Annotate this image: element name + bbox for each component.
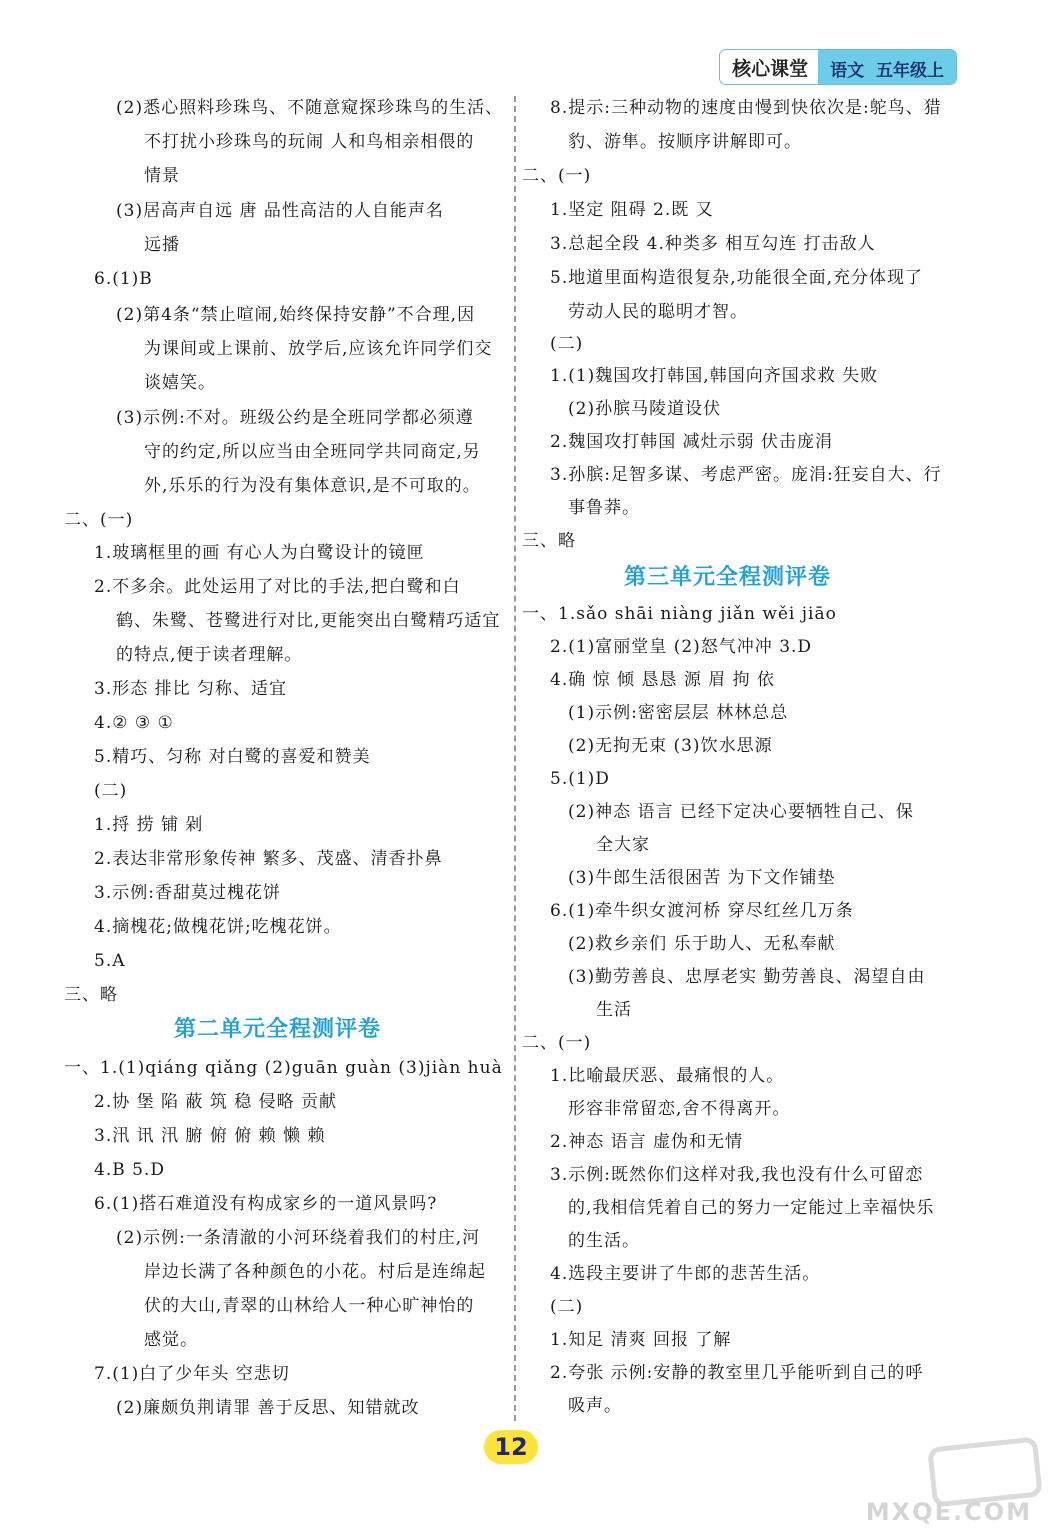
- answer-line: 1.(1)魏国攻打韩国,韩国向齐国求救 失败: [550, 366, 879, 386]
- answer-line: 3.示例:既然你们这样对我,我也没有什么可留恋: [550, 1165, 924, 1185]
- answer-line: 形容非常留恋,舍不得离开。: [568, 1099, 791, 1119]
- section-heading: 二、(一): [522, 166, 592, 186]
- answer-line: (3)牛郎生活很困苦 为下文作铺垫: [568, 868, 836, 888]
- answer-line: 豹、游隼。按顺序讲解即可。: [568, 132, 802, 152]
- answer-line: 的特点,便于读者理解。: [116, 645, 303, 665]
- section-heading: (二): [550, 1297, 584, 1317]
- answer-line: 事鲁莽。: [568, 498, 640, 518]
- answer-line: 4.② ③ ①: [94, 713, 174, 733]
- answer-line: 生活: [596, 1000, 632, 1020]
- answer-line: (3)勤劳善良、忠厚老实 勤劳善良、渴望自由: [568, 967, 926, 987]
- answer-line: 4.B 5.D: [94, 1160, 165, 1180]
- answer-line: 守的约定,所以应当由全班同学共同商定,另: [144, 442, 481, 462]
- answer-line: 谈嬉笑。: [144, 373, 216, 393]
- answer-line: 1.坚定 阻碍 2.既 又: [550, 200, 714, 220]
- answer-line: (3)居高声自远 唐 品性高洁的人自能声名: [116, 201, 444, 221]
- section-heading: (二): [550, 334, 584, 354]
- answer-line: 2.夸张 示例:安静的教室里几乎能听到自己的呼: [550, 1363, 924, 1383]
- section-heading: (二): [94, 781, 128, 801]
- answer-line: 的生活。: [568, 1231, 640, 1251]
- answer-line: 5.A: [94, 951, 126, 971]
- answer-line: 5.精巧、匀称 对白鹭的喜爱和赞美: [94, 747, 371, 767]
- answer-line: 的,我相信凭着自己的努力一定能过上幸福快乐: [568, 1198, 935, 1218]
- unit-title: 第二单元全程测评卷: [174, 1017, 382, 1042]
- subject-grade: 语文 五年级上: [818, 50, 956, 84]
- answer-line: 8.提示:三种动物的速度由慢到快依次是:鸵鸟、猎: [550, 98, 942, 118]
- answer-line: 2.神态 语言 虚伪和无情: [550, 1132, 744, 1152]
- answer-line: (2)救乡亲们 乐于助人、无私奉献: [568, 934, 836, 954]
- answer-line: 3.总起全段 4.种类多 相互勾连 打击敌人: [550, 234, 876, 254]
- answer-line: 5.(1)D: [550, 769, 610, 789]
- answer-line: 岸边长满了各种颜色的小花。村后是连绵起: [144, 1262, 486, 1282]
- answer-line: 6.(1)搭石难道没有构成家乡的一道风景吗?: [94, 1194, 438, 1214]
- answer-line: (2)无拘无束 (3)饮水思源: [568, 736, 773, 756]
- watermark-badge-icon: [927, 1436, 1043, 1507]
- answer-line: 全大家: [596, 835, 650, 855]
- answer-line: 1.玻璃框里的画 有心人为白鹭设计的镜匣: [94, 543, 425, 563]
- section-heading: 二、(一): [64, 510, 134, 530]
- answer-line: 2.不多余。此处运用了对比的手法,把白鹭和白: [94, 577, 461, 597]
- section-heading: 二、(一): [522, 1033, 592, 1053]
- page-number: 12: [484, 1430, 538, 1464]
- answer-line: 4.确 惊 倾 恳恳 源 眉 拘 依: [550, 670, 776, 690]
- answer-line: 7.(1)白了少年头 空悲切: [94, 1364, 290, 1384]
- answer-line: (2)示例:一条清澈的小河环绕着我们的村庄,河: [116, 1228, 481, 1248]
- answer-line: 鹤、朱鹭、苍鹭进行对比,更能突出白鹭精巧适宜: [116, 611, 501, 631]
- answer-line: (2)神态 语言 已经下定决心要牺牲自己、保: [568, 802, 914, 822]
- answer-line: 1.知足 清爽 回报 了解: [550, 1330, 732, 1350]
- answer-line: 2.魏国攻打韩国 减灶示弱 伏击庞涓: [550, 432, 834, 452]
- series-brand: 核心课堂: [720, 50, 818, 84]
- answer-line: 5.地道里面构造很复杂,功能很全面,充分体现了: [550, 268, 924, 288]
- watermark-url: MXQE.COM: [865, 1498, 1032, 1526]
- column-divider: [514, 96, 516, 1421]
- section-heading: 三、略: [522, 531, 576, 551]
- answer-line: 1.比喻最厌恶、最痛恨的人。: [550, 1066, 785, 1086]
- answer-line: 6.(1)牵牛织女渡河桥 穿尽红丝几万条: [550, 901, 854, 921]
- answer-line: 2.协 堡 陷 蔽 筑 稳 侵略 贡献: [94, 1092, 338, 1112]
- answer-line: 情景: [144, 166, 180, 186]
- answer-line: 3.孙膑:足智多谋、考虑严密。庞涓:狂妄自大、行: [550, 465, 942, 485]
- answer-line: 2.(1)富丽堂皇 (2)怒气冲冲 3.D: [550, 637, 813, 657]
- header-badge: [720, 50, 956, 84]
- answer-line: 伏的大山,青翠的山林给人一种心旷神怡的: [144, 1296, 475, 1316]
- answer-line: (1)示例:密密层层 林林总总: [568, 703, 789, 723]
- answer-line: 感觉。: [144, 1330, 198, 1350]
- answer-line: 劳动人民的聪明才智。: [568, 302, 748, 322]
- answer-line: 外,乐乐的行为没有集体意识,是不可取的。: [144, 476, 481, 496]
- answer-line: (2)孙膑马陵道设伏: [568, 399, 722, 419]
- answer-line: (2)第4条“禁止喧闹,始终保持安静”不合理,因: [116, 305, 476, 325]
- answer-line: 一、1.sǎo shāi niàng jiǎn wěi jiāo: [522, 604, 837, 624]
- answer-line: 吸声。: [568, 1396, 622, 1416]
- answer-line: 3.示例:香甜莫过槐花饼: [94, 883, 281, 903]
- unit-title: 第三单元全程测评卷: [624, 565, 832, 590]
- answer-line: 不打扰小珍珠鸟的玩闹 人和鸟相亲相偎的: [144, 132, 475, 152]
- answer-line: 为课间或上课前、放学后,应该允许同学们交: [144, 339, 493, 359]
- answer-line: 1.捋 捞 铺 剁: [94, 815, 204, 835]
- answer-line: 一、1.(1)qiáng qiǎng (2)guān guàn (3)jiàn huà: [64, 1058, 503, 1078]
- answer-line: 4.选段主要讲了牛郎的悲苦生活。: [550, 1264, 821, 1284]
- answer-line: 2.表达非常形象传神 繁多、茂盛、清香扑鼻: [94, 849, 443, 869]
- answer-line: 3.汛 讯 汛 腑 俯 俯 赖 懒 赖: [94, 1126, 326, 1146]
- section-heading: 三、略: [64, 985, 118, 1005]
- answer-line: (2)悉心照料珍珠鸟、不随意窥探珍珠鸟的生活、: [116, 98, 504, 118]
- answer-line: (2)廉颇负荆请罪 善于反思、知错就改: [116, 1398, 420, 1418]
- answer-line: (3)示例:不对。班级公约是全班同学都必须遵: [116, 408, 474, 428]
- answer-line: 6.(1)B: [94, 269, 153, 289]
- answer-line: 4.摘槐花;做槐花饼;吃槐花饼。: [94, 917, 342, 937]
- answer-line: 远播: [144, 235, 180, 255]
- answer-line: 3.形态 排比 匀称、适宜: [94, 679, 288, 699]
